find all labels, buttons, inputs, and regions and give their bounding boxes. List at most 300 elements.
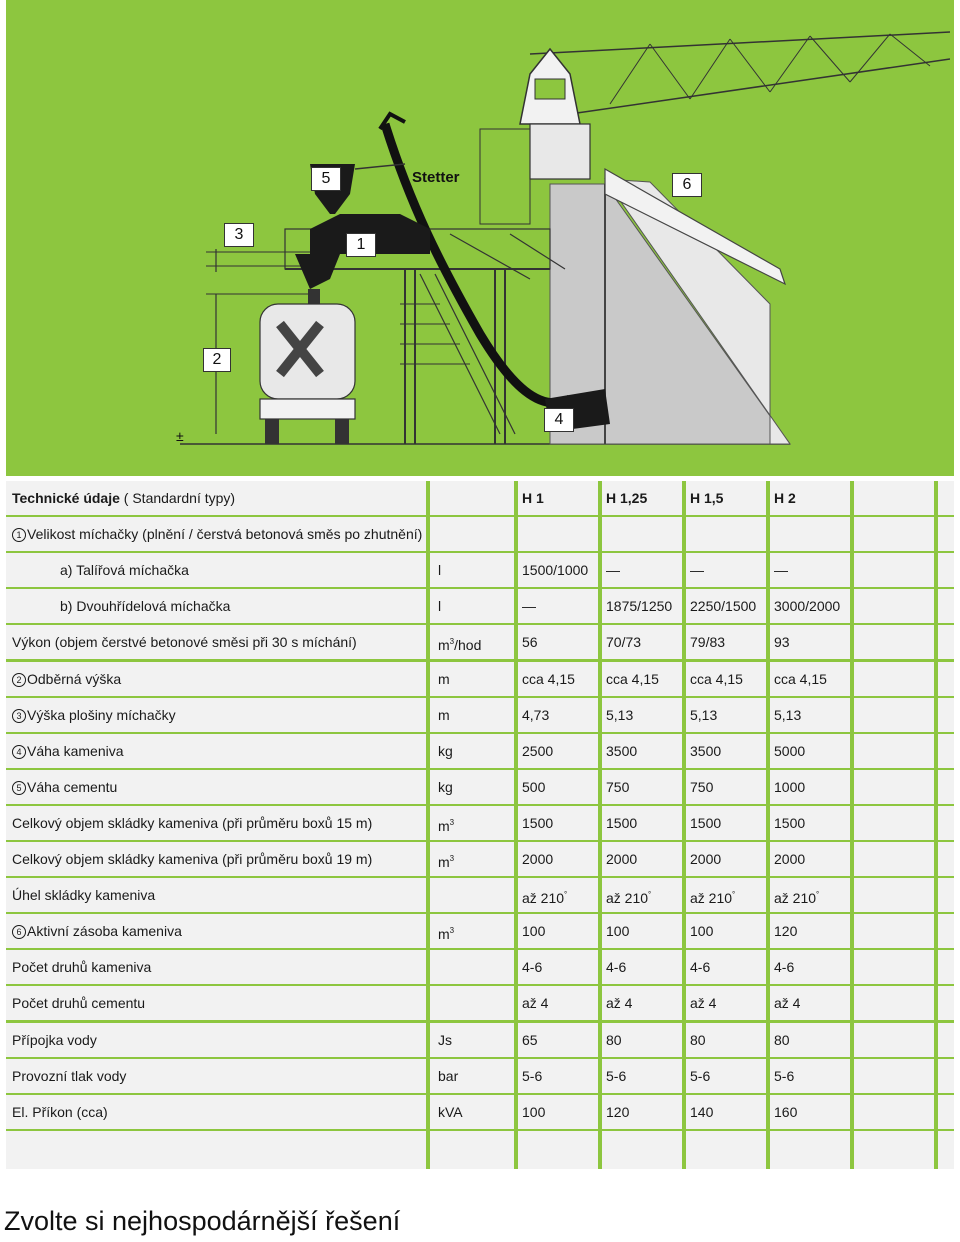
- row-value-text: 140: [690, 1103, 714, 1120]
- column-separator: [766, 589, 770, 623]
- column-separator: [934, 589, 938, 623]
- column-separator: [934, 517, 938, 551]
- row-value-3: [690, 986, 716, 1020]
- column-separator: [598, 878, 602, 912]
- row-value-3: [690, 1095, 713, 1129]
- column-separator: [766, 1131, 770, 1169]
- row-value-text: 80: [774, 1031, 790, 1048]
- row-unit-text: m: [438, 706, 450, 723]
- row-value-1: [522, 662, 575, 696]
- row-unit: [438, 734, 453, 768]
- row-value-2: [606, 914, 629, 948]
- row-label-text: Počet druhů kameniva: [12, 959, 152, 976]
- column-separator: [850, 950, 854, 984]
- column-separator: [514, 698, 518, 732]
- table-empty-row: [6, 1131, 954, 1169]
- column-separator: [850, 662, 854, 696]
- row-value-4: [774, 914, 797, 948]
- column-separator: [682, 842, 686, 876]
- row-label: [12, 734, 124, 768]
- row-label: [12, 1095, 108, 1129]
- row-label-text: Váha cementu: [27, 778, 118, 795]
- row-label-text: Úhel skládky kameniva: [12, 887, 156, 904]
- column-separator: [934, 842, 938, 876]
- crane-boom-bottom: [570, 59, 950, 114]
- column-separator: [514, 553, 518, 587]
- table-row: [6, 914, 954, 948]
- row-value-text: 5,13: [774, 706, 802, 723]
- table-row: [6, 770, 954, 804]
- row-unit: [438, 1023, 452, 1057]
- column-separator: [426, 734, 430, 768]
- crane-boom-top: [530, 32, 950, 54]
- column-separator: [682, 1023, 686, 1057]
- row-label: [12, 1023, 97, 1057]
- column-separator: [850, 734, 854, 768]
- column-separator: [850, 517, 854, 551]
- column-separator: [426, 1095, 430, 1129]
- column-separator: [934, 625, 938, 659]
- row-value-text: 120: [606, 1103, 630, 1120]
- table-title-bold: Technické údaje: [12, 490, 120, 506]
- row-unit: [438, 553, 441, 587]
- column-separator: [682, 698, 686, 732]
- callout-2: 2: [203, 348, 231, 372]
- column-separator: [598, 986, 602, 1020]
- column-separator: [426, 986, 430, 1020]
- row-unit: [438, 842, 454, 876]
- row-number-badge: 3: [12, 709, 26, 723]
- column-separator: [934, 553, 938, 587]
- row-value-text: 1500: [774, 814, 806, 831]
- row-label-text: Váha kameniva: [27, 742, 124, 759]
- row-value-text: 1500: [606, 814, 638, 831]
- column-separator: [850, 625, 854, 659]
- column-separator: [682, 662, 686, 696]
- row-value-4: [774, 1059, 794, 1093]
- column-separator: [766, 517, 770, 551]
- column-separator: [850, 1131, 854, 1169]
- column-separator: [426, 914, 430, 948]
- row-label-text: Celkový objem skládky kameniva (při průměru boxů 15 m): [12, 814, 373, 831]
- row-unit-text: bar: [438, 1067, 459, 1084]
- row-value-2: [606, 662, 659, 696]
- row-number-badge: 5: [12, 781, 26, 795]
- column-separator: [766, 553, 770, 587]
- row-value-3: [690, 950, 710, 984]
- row-label: [60, 589, 230, 623]
- row-unit: [438, 1059, 458, 1093]
- column-separator: [682, 589, 686, 623]
- table-row: [6, 734, 954, 768]
- column-separator: [766, 806, 770, 840]
- row-value-text: 4-6: [774, 959, 795, 976]
- row-value-text: 80: [606, 1031, 622, 1048]
- table-row: [6, 950, 954, 984]
- row-label: [12, 950, 151, 984]
- row-value-text: —: [774, 562, 788, 579]
- row-value-text: 5-6: [774, 1067, 795, 1084]
- column-separator: [514, 842, 518, 876]
- row-value-4: [774, 950, 794, 984]
- row-value-4: [774, 878, 819, 912]
- column-separator: [514, 1095, 518, 1129]
- column-separator: [934, 1059, 938, 1093]
- row-label: [12, 986, 145, 1020]
- column-header-3: H 1,5: [690, 490, 724, 506]
- column-separator: [934, 770, 938, 804]
- row-unit-text: m: [438, 670, 450, 687]
- row-value-text: 120: [774, 923, 798, 940]
- row-value-text: cca 4,15: [522, 670, 575, 687]
- row-label-text: b) Dvouhřídelová míchačka: [60, 598, 231, 615]
- row-unit: [438, 625, 481, 659]
- row-unit-text: m: [438, 854, 450, 870]
- column-separator: [934, 1095, 938, 1129]
- row-value-2: [606, 553, 620, 587]
- column-separator: [934, 734, 938, 768]
- row-value-text: —: [522, 598, 536, 615]
- column-separator: [514, 878, 518, 912]
- column-separator: [850, 878, 854, 912]
- column-separator: [598, 950, 602, 984]
- row-value-3: [690, 589, 756, 623]
- row-value-2: [606, 1059, 626, 1093]
- column-separator: [514, 734, 518, 768]
- row-unit-suffix: /hod: [454, 637, 482, 654]
- table-row: [6, 1023, 954, 1057]
- row-value-text: až 210: [522, 890, 565, 907]
- column-separator: [426, 698, 430, 732]
- row-unit: [438, 698, 450, 732]
- row-value-text: cca 4,15: [606, 670, 659, 687]
- column-separator: [514, 770, 518, 804]
- row-value-1: [522, 1023, 538, 1057]
- column-separator: [934, 1023, 938, 1057]
- column-separator: [682, 806, 686, 840]
- column-separator: [766, 950, 770, 984]
- column-separator: [850, 1095, 854, 1129]
- row-value-text: —: [606, 562, 620, 579]
- row-value-4: [774, 986, 800, 1020]
- column-separator: [514, 589, 518, 623]
- table-row: [6, 806, 954, 840]
- column-separator: [598, 1023, 602, 1057]
- column-separator: [514, 914, 518, 948]
- row-value-text: až 4: [774, 995, 801, 1012]
- column-separator: [682, 878, 686, 912]
- row-value-text: 3000/2000: [774, 598, 841, 615]
- column-separator: [766, 662, 770, 696]
- column-separator: [682, 625, 686, 659]
- row-value-superscript: °: [564, 890, 568, 900]
- row-value-text: až 4: [522, 995, 549, 1012]
- row-value-1: [522, 625, 538, 659]
- row-value-text: 2000: [690, 851, 722, 867]
- column-separator: [426, 878, 430, 912]
- row-value-1: [522, 1059, 542, 1093]
- column-separator: [598, 1095, 602, 1129]
- row-value-1: [522, 734, 553, 768]
- column-separator: [514, 1023, 518, 1057]
- row-unit-text: kVA: [438, 1103, 463, 1120]
- table-row: [6, 517, 954, 551]
- row-value-3: [690, 662, 743, 696]
- column-separator: [934, 1131, 938, 1169]
- row-value-4: [774, 625, 790, 659]
- row-value-1: [522, 589, 536, 623]
- row-value-text: 100: [606, 923, 630, 940]
- brand-logo: Stetter: [412, 169, 460, 186]
- row-value-text: 5-6: [606, 1067, 627, 1084]
- technical-data-panel: [6, 481, 954, 1161]
- row-value-text: 2250/1500: [690, 598, 757, 615]
- table-title-normal: ( Standardní typy): [119, 490, 236, 506]
- callout-4: 4: [544, 408, 574, 432]
- row-unit: [438, 589, 441, 623]
- column-separator: [934, 698, 938, 732]
- row-value-1: [522, 806, 553, 840]
- column-separator: [598, 698, 602, 732]
- row-value-text: až 4: [690, 995, 717, 1012]
- column-separator: [934, 662, 938, 696]
- column-separator: [598, 589, 602, 623]
- row-unit-text: m: [438, 817, 450, 834]
- column-separator: [514, 1131, 518, 1169]
- column-separator: [426, 553, 430, 587]
- column-separator: [934, 986, 938, 1020]
- column-separator: [598, 625, 602, 659]
- row-value-text: 100: [522, 1103, 546, 1120]
- row-unit-superscript: 3: [449, 637, 455, 647]
- row-value-4: [774, 770, 805, 804]
- stair-rail: [400, 304, 470, 364]
- table-title: [12, 481, 235, 515]
- column-separator: [514, 806, 518, 840]
- row-unit-text: m: [438, 637, 450, 654]
- column-separator: [766, 986, 770, 1020]
- table-row: [6, 553, 954, 587]
- column-separator: [766, 1023, 770, 1057]
- column-separator: [766, 842, 770, 876]
- plant-drawing: [10, 4, 950, 472]
- row-value-text: 1500: [690, 814, 722, 831]
- row-value-1: [522, 878, 567, 912]
- row-value-text: —: [690, 562, 704, 579]
- column-separator: [426, 481, 430, 515]
- row-value-text: 2500: [522, 742, 554, 759]
- staircase-2: [450, 234, 565, 279]
- row-value-1: [522, 986, 548, 1020]
- column-separator: [682, 517, 686, 551]
- crane-base: [530, 124, 590, 179]
- row-value-3: [690, 1023, 706, 1057]
- column-separator: [682, 986, 686, 1020]
- row-value-text: 100: [522, 923, 546, 940]
- row-number-badge: 4: [12, 745, 26, 759]
- row-value-text: 5-6: [522, 1067, 543, 1084]
- column-separator: [426, 770, 430, 804]
- column-separator: [426, 662, 430, 696]
- row-value-text: až 210: [690, 890, 733, 907]
- row-value-superscript: °: [732, 890, 736, 900]
- column-separator: [682, 950, 686, 984]
- row-unit: [438, 662, 450, 696]
- row-value-3: [690, 770, 713, 804]
- column-separator: [426, 842, 430, 876]
- zero-level-mark: ±: [176, 428, 184, 444]
- row-label: [12, 914, 182, 948]
- row-value-superscript: °: [816, 890, 820, 900]
- column-separator: [682, 734, 686, 768]
- row-value-text: 70/73: [606, 634, 642, 651]
- row-unit-text: kg: [438, 778, 453, 795]
- row-unit-text: l: [438, 562, 442, 579]
- column-separator: [682, 1059, 686, 1093]
- column-separator: [682, 770, 686, 804]
- row-label: [12, 770, 117, 804]
- column-separator: [598, 842, 602, 876]
- column-separator: [850, 698, 854, 732]
- row-value-1: [522, 1095, 545, 1129]
- row-value-1: [522, 698, 549, 732]
- column-separator: [850, 986, 854, 1020]
- column-separator: [934, 806, 938, 840]
- column-separator: [766, 878, 770, 912]
- row-unit-superscript: 3: [449, 854, 455, 863]
- row-value-4: [774, 734, 805, 768]
- row-value-2: [606, 986, 632, 1020]
- row-value-text: 5,13: [606, 706, 634, 723]
- row-value-2: [606, 1095, 629, 1129]
- column-separator: [934, 914, 938, 948]
- row-value-text: 5,13: [690, 706, 718, 723]
- row-value-3: [690, 625, 725, 659]
- row-value-text: 2000: [522, 851, 554, 867]
- row-value-text: 4-6: [606, 959, 627, 976]
- page-footer-title: Zvolte si nejhospodárnější řešení: [4, 1206, 401, 1236]
- row-value-1: [522, 553, 588, 587]
- table-row: [6, 625, 954, 659]
- row-value-text: 56: [522, 634, 538, 651]
- column-separator: [598, 806, 602, 840]
- row-value-text: cca 4,15: [690, 670, 743, 687]
- row-value-text: 80: [690, 1031, 706, 1048]
- row-value-4: [774, 589, 840, 623]
- row-value-2: [606, 625, 641, 659]
- column-separator: [514, 950, 518, 984]
- column-separator: [766, 734, 770, 768]
- row-value-4: [774, 1095, 797, 1129]
- column-separator: [850, 806, 854, 840]
- crane-frame: [480, 129, 530, 224]
- row-value-text: 1500/1000: [522, 562, 589, 579]
- column-separator: [514, 481, 518, 515]
- row-value-1: [522, 770, 545, 804]
- column-separator: [426, 950, 430, 984]
- truck-wheel-2: [335, 419, 349, 444]
- row-value-text: 2000: [606, 851, 638, 867]
- row-value-3: [690, 1059, 710, 1093]
- row-value-2: [606, 878, 651, 912]
- column-separator: [426, 517, 430, 551]
- row-label-text: Odběrná výška: [27, 670, 122, 687]
- table-row: [6, 1059, 954, 1093]
- column-separator: [766, 770, 770, 804]
- column-separator: [598, 517, 602, 551]
- row-value-4: [774, 806, 805, 840]
- row-number-badge: 2: [12, 673, 26, 687]
- row-value-text: 3500: [690, 742, 722, 759]
- row-label-text: Výkon (objem čerstvé betonové směsi při 30 s míchání): [12, 634, 357, 651]
- row-value-text: 5-6: [690, 1067, 711, 1084]
- column-separator: [426, 806, 430, 840]
- column-separator: [682, 1131, 686, 1169]
- row-value-text: až 210: [774, 890, 817, 907]
- row-unit-text: m: [438, 926, 450, 943]
- row-unit: [438, 806, 454, 840]
- crane-window: [535, 79, 565, 99]
- row-value-2: [606, 1023, 622, 1057]
- row-value-text: 4-6: [690, 959, 711, 976]
- row-value-2: [606, 734, 637, 768]
- row-label: [12, 878, 155, 912]
- row-value-text: 2000: [774, 851, 806, 867]
- row-label-text: Aktivní zásoba kameniva: [27, 923, 182, 940]
- column-separator: [850, 1023, 854, 1057]
- row-label: [12, 517, 422, 551]
- row-value-3: [690, 878, 735, 912]
- row-value-4: [774, 662, 827, 696]
- column-separator: [514, 986, 518, 1020]
- row-value-superscript: °: [648, 890, 652, 900]
- row-value-text: 750: [690, 778, 714, 795]
- column-separator: [682, 553, 686, 587]
- column-separator: [598, 734, 602, 768]
- row-value-text: 5000: [774, 742, 806, 759]
- row-value-text: cca 4,15: [774, 670, 827, 687]
- row-value-text: 3500: [606, 742, 638, 759]
- column-separator: [682, 1095, 686, 1129]
- callout-1: 1: [346, 233, 376, 257]
- row-label: [12, 842, 372, 876]
- row-value-text: 93: [774, 634, 790, 651]
- row-value-text: až 4: [606, 995, 633, 1012]
- row-value-2: [606, 698, 633, 732]
- row-label: [12, 698, 176, 732]
- row-value-text: 1500: [522, 814, 554, 831]
- row-unit: [438, 914, 454, 948]
- column-separator: [766, 1095, 770, 1129]
- column-separator: [598, 770, 602, 804]
- row-label: [12, 625, 357, 659]
- row-value-text: 1000: [774, 778, 806, 795]
- column-separator: [934, 950, 938, 984]
- row-unit-superscript: 3: [449, 926, 455, 936]
- row-value-4: [774, 698, 801, 732]
- row-value-4: [774, 553, 788, 587]
- column-separator: [850, 589, 854, 623]
- column-separator: [682, 481, 686, 515]
- row-value-3: [690, 553, 704, 587]
- column-separator: [934, 878, 938, 912]
- skip-hoist-top: [380, 114, 405, 129]
- row-label-text: a) Talířová míchačka: [60, 562, 189, 579]
- column-separator: [766, 481, 770, 515]
- column-separator: [850, 770, 854, 804]
- column-separator: [514, 517, 518, 551]
- row-unit: [438, 1095, 463, 1129]
